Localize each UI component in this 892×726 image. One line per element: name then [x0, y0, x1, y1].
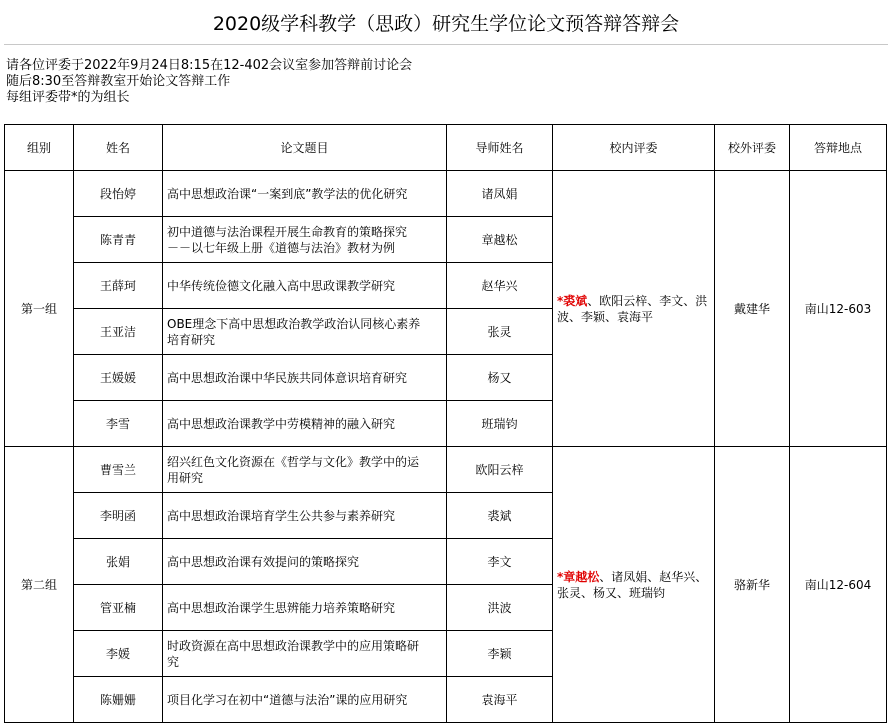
advisor-name: 班瑞钧 [447, 401, 553, 447]
advisor-name: 欧阳云梓 [447, 447, 553, 493]
student-name: 李媛 [74, 631, 163, 677]
location-cell: 南山12-603 [790, 171, 887, 447]
student-name: 张娟 [74, 539, 163, 585]
defense-schedule-table [4, 124, 887, 723]
thesis-topic: 初中道德与法治课程开展生命教育的策略探究 －－以七年级上册《道德与法治》教材为例 [163, 217, 447, 263]
internal-jury-cell [553, 171, 715, 447]
notice-line: 每组评委带*的为组长 [6, 90, 130, 105]
thesis-topic: 高中思想政治课教学中劳模精神的融入研究 [163, 401, 447, 447]
table-header-row [5, 125, 887, 171]
sheet-title: 2020级学科教学（思政）研究生学位论文预答辩答辩会 [4, 0, 888, 45]
thesis-topic: OBE理念下高中思想政治教学政治认同核心素养 培育研究 [163, 309, 447, 355]
notice-block [6, 58, 412, 106]
student-name: 段怡婷 [74, 171, 163, 217]
header-topic: 论文题目 [163, 125, 447, 171]
student-name: 王薛珂 [74, 263, 163, 309]
student-name: 管亚楠 [74, 585, 163, 631]
advisor-name: 杨又 [447, 355, 553, 401]
thesis-topic: 绍兴红色文化资源在《哲学与文化》教学中的运 用研究 [163, 447, 447, 493]
table-row [5, 171, 887, 217]
jury-members: 、诸凤娟、赵华兴、张灵、杨又、班瑞钧 [557, 569, 708, 600]
jury-members: 、欧阳云梓、李文、洪波、李颖、袁海平 [557, 293, 708, 324]
advisor-name: 章越松 [447, 217, 553, 263]
jury-lead: *章越松 [557, 569, 600, 584]
header-location: 答辩地点 [790, 125, 887, 171]
thesis-topic: 时政资源在高中思想政治课教学中的应用策略研 究 [163, 631, 447, 677]
thesis-topic: 中华传统俭德文化融入高中思政课教学研究 [163, 263, 447, 309]
student-name: 陈姗姗 [74, 677, 163, 723]
internal-jury-cell [553, 447, 715, 723]
thesis-topic: 高中思想政治课中华民族共同体意识培育研究 [163, 355, 447, 401]
student-name: 王亚洁 [74, 309, 163, 355]
header-group: 组别 [5, 125, 74, 171]
notice-line: 请各位评委于2022年9月24日8:15在12-402会议室参加答辩前讨论会 [6, 58, 413, 73]
notice-line: 随后8:30至答辩教室开始论文答辩工作 [6, 74, 231, 89]
student-name: 陈青青 [74, 217, 163, 263]
thesis-topic: 高中思想政治课学生思辨能力培养策略研究 [163, 585, 447, 631]
header-advisor: 导师姓名 [447, 125, 553, 171]
student-name: 李雪 [74, 401, 163, 447]
advisor-name: 洪波 [447, 585, 553, 631]
advisor-name: 赵华兴 [447, 263, 553, 309]
jury-lead: *裘斌 [557, 293, 588, 308]
student-name: 王媛媛 [74, 355, 163, 401]
advisor-name: 李文 [447, 539, 553, 585]
thesis-topic: 高中思想政治课有效提问的策略探究 [163, 539, 447, 585]
table-row [5, 447, 887, 493]
advisor-name: 张灵 [447, 309, 553, 355]
advisor-name: 诸凤娟 [447, 171, 553, 217]
external-jury-cell: 戴建华 [715, 171, 790, 447]
header-external-jury: 校外评委 [715, 125, 790, 171]
location-cell: 南山12-604 [790, 447, 887, 723]
student-name: 曹雪兰 [74, 447, 163, 493]
advisor-name: 袁海平 [447, 677, 553, 723]
thesis-topic: 项目化学习在初中“道德与法治”课的应用研究 [163, 677, 447, 723]
student-name: 李明函 [74, 493, 163, 539]
thesis-topic: 高中思想政治课“一案到底”教学法的优化研究 [163, 171, 447, 217]
header-name: 姓名 [74, 125, 163, 171]
thesis-topic: 高中思想政治课培育学生公共参与素养研究 [163, 493, 447, 539]
header-internal-jury: 校内评委 [553, 125, 715, 171]
advisor-name: 李颖 [447, 631, 553, 677]
group-cell: 第二组 [5, 447, 74, 723]
advisor-name: 裘斌 [447, 493, 553, 539]
external-jury-cell: 骆新华 [715, 447, 790, 723]
group-cell: 第一组 [5, 171, 74, 447]
